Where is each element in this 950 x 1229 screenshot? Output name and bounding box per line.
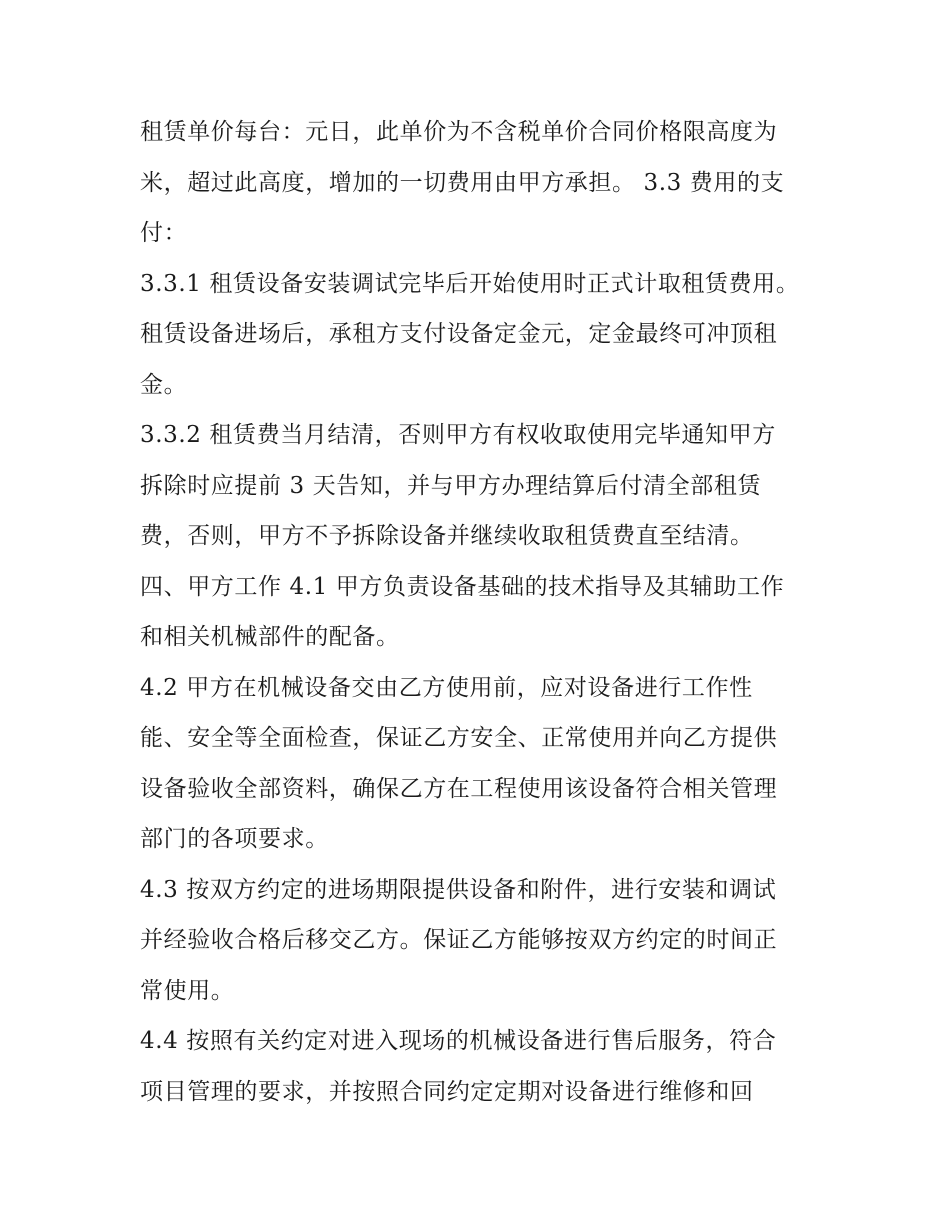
text-line: 常使用。 [140,977,235,1004]
text-line: 4.3 按双方约定的进场期限提供设备和附件，进行安装和调试 [140,876,777,903]
text-line: 项目管理的要求，并按照合同约定定期对设备进行维修和回 [140,1078,754,1105]
text-line: 3.3.2 租赁费当月结清，否则甲方有权收取使用完毕通知甲方 [140,422,776,448]
document-body [140,107,815,1117]
text-line: 米，超过此高度，增加的一切费用由甲方承担。 3.3 费用的支 [140,169,785,196]
text-line: 并经验收合格后移交乙方。保证乙方能够按双方约定的时间正 [140,927,778,953]
text-line: 3.3.1 租赁设备安装调试完毕后开始使用时正式计取租赁费用。 [140,270,800,297]
text-line: 租赁设备进场后，承租方支付设备定金元，定金最终可冲顶租 [140,321,778,347]
text-line: 租赁单价每台：元日，此单价为不含税单价合同价格限高度为 [140,119,778,145]
text-line: 能、安全等全面检查，保证乙方安全、正常使用并向乙方提供 [140,725,778,751]
text-line: 付： [140,220,188,246]
text-line: 部门的各项要求。 [140,826,329,852]
text-line: 四、甲方工作 4.1 甲方负责设备基础的技术指导及其辅助工作 [140,573,785,600]
text-line: 和相关机械部件的配备。 [140,624,400,650]
text-line: 费，否则，甲方不予拆除设备并继续收取租赁费直至结清。 [140,523,754,549]
text-line: 金。 [140,371,188,398]
text-line: 设备验收全部资料，确保乙方在工程使用该设备符合相关管理 [140,775,778,802]
text-line: 4.4 按照有关约定对进入现场的机械设备进行售后服务，符合 [140,1028,777,1054]
text-line: 4.2 甲方在机械设备交由乙方使用前，应对设备进行工作性 [140,674,753,701]
text-line: 拆除时应提前 3 天告知，并与甲方办理结算后付清全部租赁 [140,472,762,499]
